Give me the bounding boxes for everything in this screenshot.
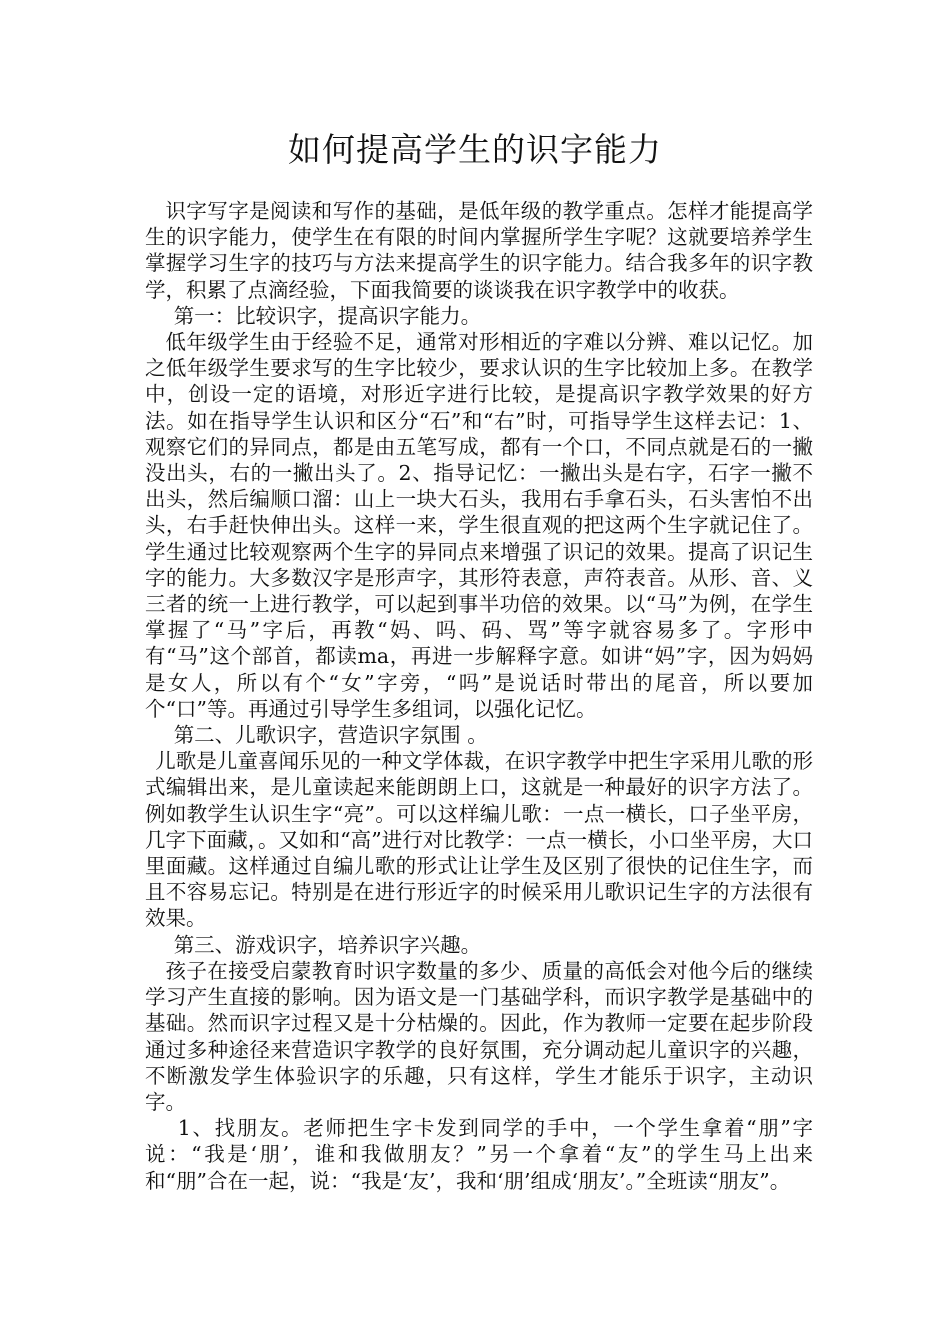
heading-first-method: 第一：比较识字，提高识字能力。	[173, 303, 482, 328]
paragraph-intro: 识字写字是阅读和写作的基础，是低年级的教学重点。怎样才能提高学生的识字能力，使学生在有限的时间内掌握所学生字呢？这就要培养学生掌握学习生字的技巧与方法来提高学生的识字能力。结合我多年的识字教学，积累了点滴经验，下面我简要的谈谈我在识字教学中的收获。	[145, 199, 813, 302]
paragraph-nursery-rhymes: 儿歌是儿童喜闻乐见的一种文学体裁，在识字教学中把生字采用儿歌的形式编辑出来，是儿童读起来能朗朗上口，这就是一种最好的识字方法了。例如教学生认识生字“亮”。可以这样编儿歌：一点一横长，口子坐平房，几字下面藏，。又如和“高”进行对比教学：一点一横长，小口坐平房，大口里面藏。这样通过自编儿歌的形式让让学生及区别了很快的记住生字，而且不容易忘记。特别是在进行形近字的时候采用儿歌识记生字的方法很有效果。	[145, 749, 813, 931]
paragraph-games: 孩子在接受启蒙教育时识字数量的多少、质量的高低会对他今后的继续学习产生直接的影响。因为语文是一门基础学科，而识字教学是基础中的基础。然而识字过程又是十分枯燥的。因此，作为教师一定要在起步阶段通过多种途径来营造识字教学的良好氛围，充分调动起儿童识字的兴趣，不断激发学生体验识字的乐趣，只有这样，学生才能乐于识字，主动识字。	[145, 958, 813, 1114]
heading-third-method: 第三、游戏识字，培养识字兴趣。	[173, 932, 482, 957]
paragraph-find-friends: 1、找朋友。老师把生字卡发到同学的手中，一个学生拿着“朋”字说：“我是‘朋’，谁和我做朋友？”另一个拿着“友”的学生马上出来和“朋”合在一起，说：“我是‘友’，我和‘朋’组成‘朋友’。”全班读“朋友”。	[145, 1116, 813, 1193]
document-title: 如何提高学生的识字能力	[288, 130, 662, 169]
heading-second-method: 第二、儿歌识字，营造识字氛围 。	[173, 723, 488, 748]
document-body	[145, 198, 813, 1194]
paragraph-compare-characters: 低年级学生由于经验不足，通常对形相近的字难以分辨、难以记忆。加之低年级学生要求写的生字比较少，要求认识的生字比较加上多。在教学中，创设一定的语境，对形近字进行比较，是提高识字教学效果的好方法。如在指导学生认识和区分“石”和“右”时，可指导学生这样去记：1、观察它们的异同点，都是由五笔写成，都有一个口，不同点就是石的一撇没出头，右的一撇出头了。2、指导记忆：一撇出头是右字，石字一撇不出头，然后编顺口溜：山上一块大石头，我用右手拿石头，石头害怕不出头，右手赶快伸出头。这样一来，学生很直观的把这两个生字就记住了。学生通过比较观察两个生字的异同点来增强了识记的效果。提高了识记生字的能力。大多数汉字是形声字，其形符表意，声符表音。从形、音、义三者的统一上进行教学，可以起到事半功倍的效果。以“马”为例，在学生掌握了“马”字后，再教“妈、吗、码、骂”等字就容易多了。字形中有“马”这个部首，都读ma，再进一步解释字意。如讲“妈”字，因为妈妈是女人，所以有个“女”字旁，“吗”是说话时带出的尾音，所以要加个“口”等。再通过引导学生多组词，以强化记忆。	[145, 330, 813, 721]
